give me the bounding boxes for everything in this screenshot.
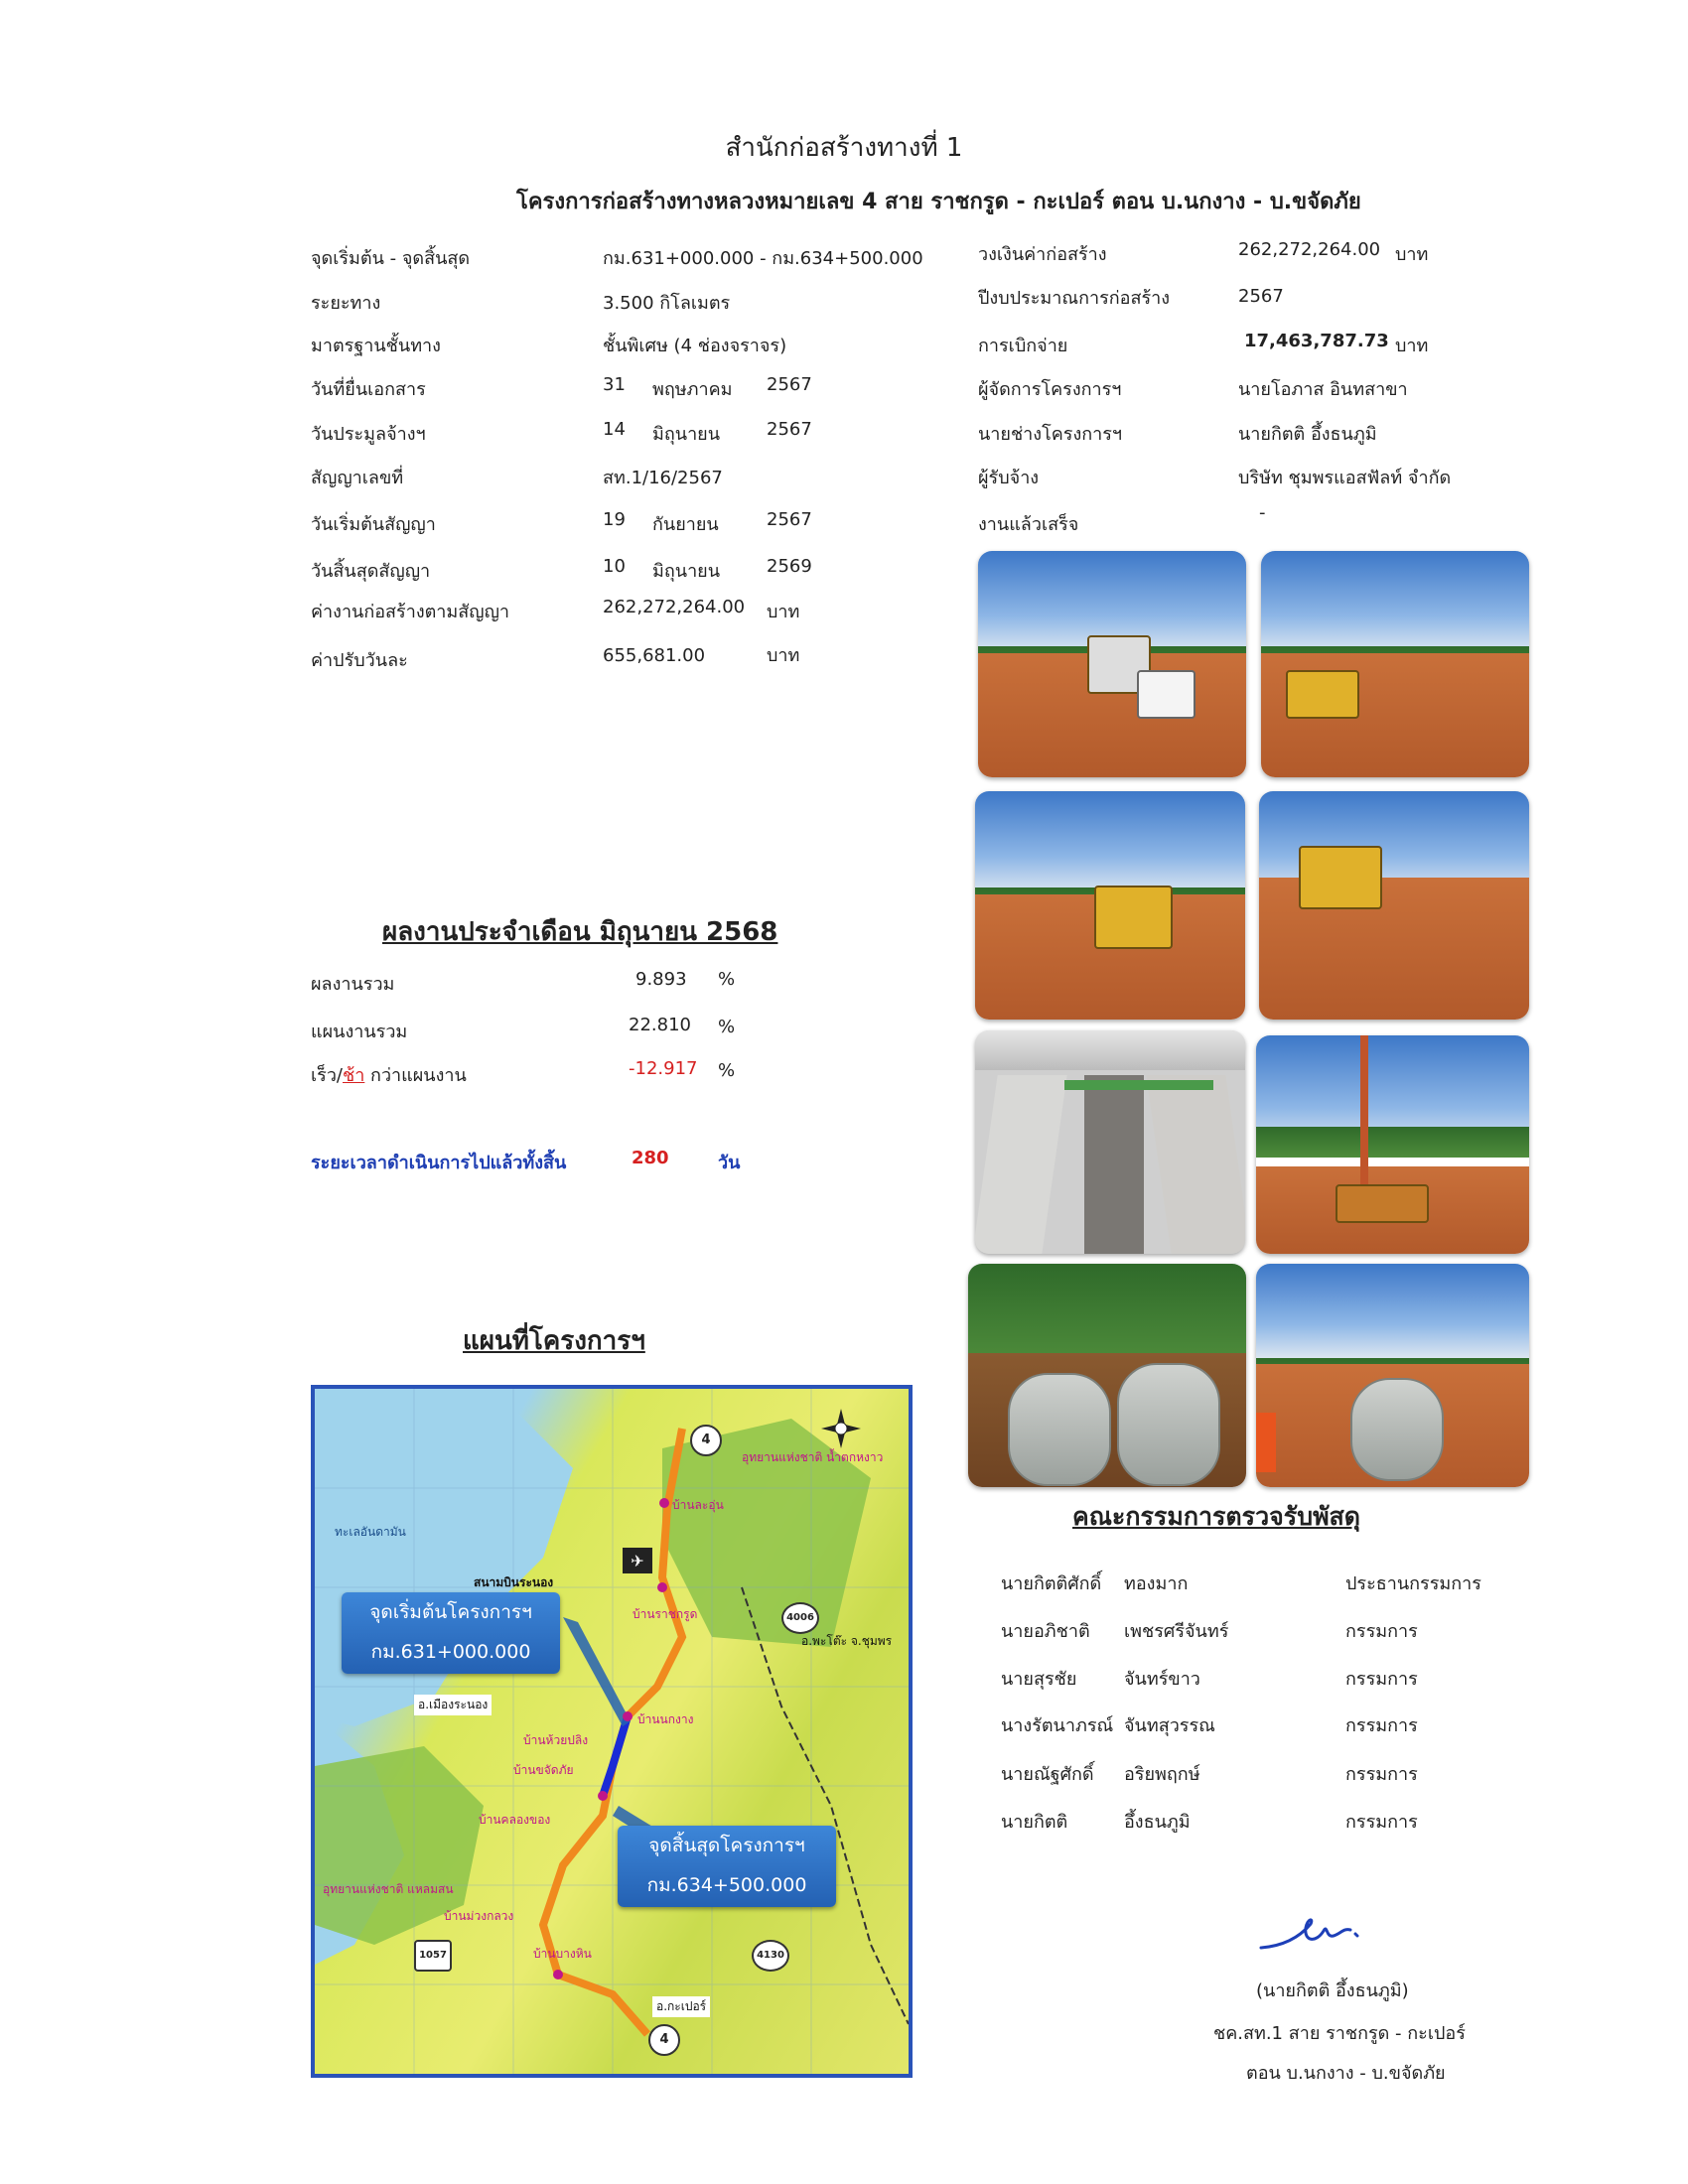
member-last-name: ทองมาก bbox=[1124, 1573, 1189, 1594]
info-label: วงเงินค่าก่อสร้าง bbox=[978, 244, 1107, 265]
office-title: สำนักก่อสร้างทางที่ 1 bbox=[725, 133, 963, 163]
info-value: นายกิตติ อึ้งธนภูมิ bbox=[1238, 424, 1377, 445]
highway-shield: 4 bbox=[690, 1425, 722, 1456]
signer-position-line2: ตอน บ.นกงาง - บ.ขจัดภัย bbox=[1246, 2063, 1446, 2084]
sea-area bbox=[315, 1389, 573, 1726]
info-label: ผู้รับจ้าง bbox=[978, 468, 1040, 488]
map-label: บ้านขจัดภัย bbox=[513, 1763, 574, 1777]
member-role: กรรมการ bbox=[1345, 1812, 1418, 1833]
info-label: งานแล้วเสร็จ bbox=[978, 514, 1079, 535]
elapsed-label: ระยะเวลาดำเนินการไปแล้วทั้งสิ้น bbox=[311, 1153, 567, 1173]
info-label: วันเริ่มต้นสัญญา bbox=[311, 514, 436, 535]
highway-shield: 4 bbox=[648, 2024, 680, 2056]
village-dot bbox=[623, 1711, 633, 1721]
map-heading: แผนที่โครงการฯ bbox=[463, 1326, 645, 1356]
map-label: บ้านคลองของ bbox=[479, 1813, 551, 1827]
photo-grader bbox=[975, 791, 1245, 1020]
progress-label bbox=[311, 1060, 467, 1089]
info-label: นายช่างโครงการฯ bbox=[978, 424, 1123, 445]
info-label: การเบิกจ่าย bbox=[978, 336, 1068, 356]
info-label: ค่าปรับวันละ bbox=[311, 650, 408, 671]
member-role: ประธานกรรมการ bbox=[1345, 1573, 1481, 1594]
info-value: สท.1/16/2567 bbox=[603, 468, 723, 488]
member-first-name: นายกิตติศักดิ์ bbox=[1001, 1573, 1102, 1594]
photo-grader-field bbox=[1259, 791, 1529, 1020]
member-first-name: นายสุรชัย bbox=[1001, 1669, 1077, 1690]
member-role: กรรมการ bbox=[1345, 1669, 1418, 1690]
project-title: โครงการก่อสร้างทางหลวงหมายเลข 4 สาย ราชกรูด - กะเปอร์ ตอน บ.นกงาง - บ.ขจัดภัย bbox=[516, 190, 1361, 214]
member-first-name: นางรัตนาภรณ์ bbox=[1001, 1715, 1114, 1736]
info-label: วันที่ยื่นเอกสาร bbox=[311, 379, 426, 400]
info-label: วันสิ้นสุดสัญญา bbox=[311, 561, 431, 582]
map-label: บ้านบางหิน bbox=[533, 1947, 592, 1961]
member-last-name: จันทร์ขาว bbox=[1124, 1669, 1200, 1690]
map-label: บ้านราชกรูด bbox=[633, 1607, 698, 1621]
end-callout-km: กม.634+500.000 bbox=[646, 1874, 807, 1896]
disbursement-value: 17,463,787.73 bbox=[1244, 331, 1389, 351]
info-day: 14 bbox=[603, 419, 626, 440]
map-label: ทะเลอันดามัน bbox=[335, 1525, 406, 1539]
info-year: 2567 bbox=[767, 419, 812, 440]
info-year: 2567 bbox=[767, 374, 812, 395]
progress-label: ผลงานรวม bbox=[311, 974, 395, 995]
photo-road-roller bbox=[1261, 551, 1529, 777]
map-label: อุทยานแห่งชาติ น้ำตกหงาว bbox=[742, 1450, 884, 1464]
project-map bbox=[311, 1385, 913, 2078]
info-year: 2569 bbox=[767, 556, 812, 577]
map-label: อ.กะเปอร์ bbox=[652, 1996, 710, 2017]
info-label: จุดเริ่มต้น - จุดสิ้นสุด bbox=[311, 248, 471, 269]
info-day: 31 bbox=[603, 374, 626, 395]
member-role: กรรมการ bbox=[1345, 1764, 1418, 1785]
info-label: ผู้จัดการโครงการฯ bbox=[978, 379, 1122, 400]
variance-value: -12.917 bbox=[629, 1058, 698, 1079]
info-unit: บาท bbox=[767, 602, 800, 622]
info-label: วันประมูลจ้างฯ bbox=[311, 424, 426, 445]
member-role: กรรมการ bbox=[1345, 1621, 1418, 1642]
info-day: 19 bbox=[603, 509, 626, 530]
map-label: อุทยานแห่งชาติ แหลมสน bbox=[323, 1882, 454, 1896]
committee-heading: คณะกรรมการตรวจรับพัสดุ bbox=[1072, 1502, 1361, 1531]
map-label: อ.เมืองระนอง bbox=[414, 1695, 492, 1715]
start-callout bbox=[342, 1592, 560, 1674]
label-slow: ช้า bbox=[343, 1065, 365, 1086]
label-fast: เร็ว/ bbox=[311, 1065, 343, 1086]
info-label: ปีงบประมาณการก่อสร้าง bbox=[978, 288, 1171, 309]
info-unit: บาท bbox=[767, 645, 800, 666]
village-dot bbox=[659, 1498, 669, 1508]
village-dot bbox=[657, 1582, 667, 1592]
info-value: บริษัท ชุมพรแอสฟัลท์ จำกัด bbox=[1238, 468, 1452, 488]
info-month: มิถุนายน bbox=[652, 424, 721, 445]
signer-position-line1: ชค.สท.1 สาย ราชกรูด - กะเปอร์ bbox=[1213, 2023, 1466, 2044]
map-label: บ้านละอุ่น bbox=[672, 1498, 724, 1512]
info-value: 262,272,264.00 bbox=[603, 597, 746, 617]
info-month: มิถุนายน bbox=[652, 561, 721, 582]
info-month: พฤษภาคม bbox=[652, 379, 733, 400]
photo-dump-truck bbox=[978, 551, 1246, 777]
signer-name: (นายกิตติ อึ้งธนภูมิ) bbox=[1256, 1980, 1409, 2001]
info-month: กันยายน bbox=[652, 514, 719, 535]
member-last-name: จันทสุวรรณ bbox=[1124, 1715, 1215, 1736]
label-than-plan: กว่าแผนงาน bbox=[364, 1065, 467, 1086]
member-first-name: นายกิตติ bbox=[1001, 1812, 1068, 1833]
highway-shield: 4130 bbox=[752, 1940, 789, 1972]
info-value: 3.500 กิโลเมตร bbox=[603, 293, 731, 314]
info-value: 262,272,264.00 bbox=[1238, 239, 1381, 260]
member-last-name: อริยพฤกษ์ bbox=[1124, 1764, 1200, 1785]
progress-label: แผนงานรวม bbox=[311, 1022, 408, 1042]
end-callout-title: จุดสิ้นสุดโครงการฯ bbox=[648, 1835, 805, 1856]
map-label: อ.พะโต๊ะ จ.ชุมพร bbox=[801, 1634, 893, 1648]
member-first-name: นายณัฐศักดิ์ bbox=[1001, 1764, 1094, 1785]
info-day: 10 bbox=[603, 556, 626, 577]
info-label: ระยะทาง bbox=[311, 293, 381, 314]
progress-heading: ผลงานประจำเดือน มิถุนายน 2568 bbox=[382, 917, 778, 947]
start-callout-km: กม.631+000.000 bbox=[370, 1641, 531, 1663]
member-role: กรรมการ bbox=[1345, 1715, 1418, 1736]
member-last-name: อึ้งธนภูมิ bbox=[1124, 1812, 1191, 1833]
info-value: นายโอภาส อินทสาขา bbox=[1238, 379, 1408, 400]
end-callout bbox=[618, 1826, 836, 1907]
signature-mark bbox=[1256, 1906, 1385, 1961]
village-dot bbox=[553, 1970, 563, 1979]
member-last-name: เพชรศรีจันทร์ bbox=[1124, 1621, 1229, 1642]
map-drawing bbox=[315, 1389, 909, 2074]
info-label: มาตรฐานชั้นทาง bbox=[311, 336, 441, 356]
info-value: 2567 bbox=[1238, 286, 1284, 307]
info-year: 2567 bbox=[767, 509, 812, 530]
info-value: กม.631+000.000 - กม.634+500.000 bbox=[603, 248, 923, 269]
info-value: 655,681.00 bbox=[603, 645, 706, 666]
elapsed-value: 280 bbox=[632, 1148, 669, 1168]
progress-value: 9.893 bbox=[635, 969, 687, 990]
start-pointer bbox=[563, 1617, 631, 1726]
map-label: บ้านนกงาง bbox=[637, 1712, 694, 1726]
highway-shield: 4006 bbox=[781, 1602, 819, 1634]
info-unit: บาท bbox=[1395, 244, 1429, 265]
elapsed-unit: วัน bbox=[718, 1153, 741, 1173]
photo-pile-driver bbox=[1256, 1035, 1529, 1254]
map-label: บ้านห้วยปลิง bbox=[523, 1733, 589, 1747]
info-unit: บาท bbox=[1395, 336, 1429, 356]
info-value: ชั้นพิเศษ (4 ช่องจราจร) bbox=[603, 336, 787, 356]
project-segment bbox=[603, 1716, 628, 1796]
photo-precast-beams bbox=[975, 1030, 1245, 1254]
photo-concrete-pipes bbox=[968, 1264, 1246, 1487]
start-callout-title: จุดเริ่มต้นโครงการฯ bbox=[369, 1601, 532, 1623]
progress-value: 22.810 bbox=[629, 1015, 691, 1035]
map-label: บ้านม่วงกลวง bbox=[444, 1909, 514, 1923]
info-label: สัญญาเลขที่ bbox=[311, 468, 404, 488]
photo-pipe-trench bbox=[1256, 1264, 1529, 1487]
compass-icon bbox=[821, 1409, 861, 1448]
progress-unit: % bbox=[718, 969, 736, 990]
highway-shield: 1057 bbox=[414, 1940, 452, 1972]
map-label: สนามบินระนอง bbox=[474, 1575, 554, 1589]
progress-unit: % bbox=[718, 1017, 736, 1037]
member-first-name: นายอภิชาติ bbox=[1001, 1621, 1090, 1642]
village-dot bbox=[598, 1791, 608, 1801]
info-value: - bbox=[1259, 502, 1266, 523]
svg-text:✈: ✈ bbox=[631, 1552, 644, 1570]
info-label: ค่างานก่อสร้างตามสัญญา bbox=[311, 602, 510, 622]
progress-unit: % bbox=[718, 1060, 736, 1081]
